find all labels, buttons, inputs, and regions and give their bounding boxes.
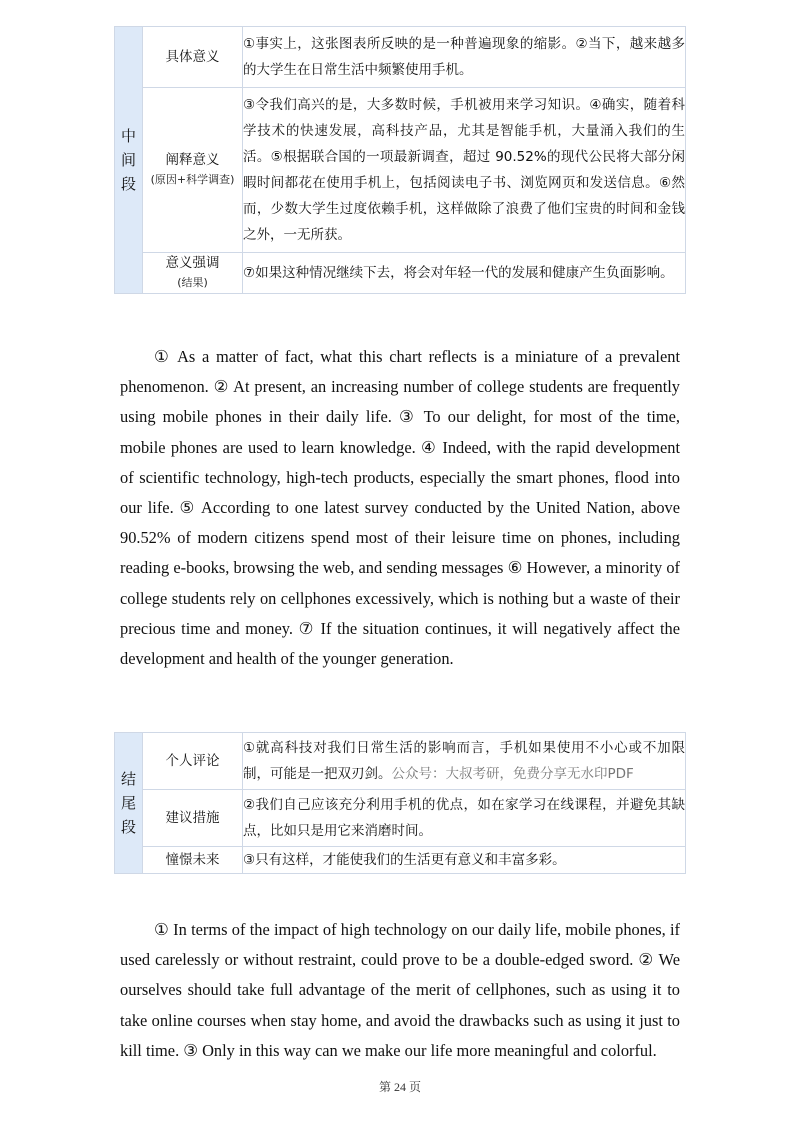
row-label-text: 憧憬未来 [165, 852, 220, 868]
row-label-personal-comment [143, 733, 243, 790]
section-label-ending [115, 733, 143, 874]
section-label-char: 段 [120, 818, 136, 836]
section-label-char: 尾 [120, 794, 136, 812]
ending-paragraph-english: ① In terms of the impact of high technology on our daily life, mobile phones, if used carelessly or without restraint, could prove to be a double-edged sword. ② We ourselves should take full advantage of the merit of cellphones, such as using it to take online courses when stay home, and avoid the drawbacks such as using it just to kill time. ③ Only in this way can we make our life more meaningful and colorful. [120, 920, 680, 1060]
row-content-future-outlook: ③只有这样，才能使我们的生活更有意义和丰富多彩。 [243, 847, 686, 874]
row-label-emphasis [143, 253, 243, 294]
row-label-future-outlook [143, 847, 243, 874]
section-label-char: 中 [120, 127, 136, 145]
row-sublabel-text: (原因+科学调查) [150, 173, 235, 186]
row-label-explanation [143, 88, 243, 253]
row-label-text: 具体意义 [165, 49, 220, 65]
table-row [115, 733, 686, 790]
row-content-emphasis: ⑦如果这种情况继续下去，将会对年轻一代的发展和健康产生负面影响。 [243, 253, 686, 294]
row-content-explanation: ③令我们高兴的是，大多数时候，手机被用来学习知识。④确实，随着科学技术的快速发展，高科技产品，尤其是智能手机，大量涌入我们的生活。⑤根据联合国的一项最新调查，超过 90.52%的现代公民将大部分闲暇时间都花在使用手机上，包括阅读电子书、浏览网页和发送信息。⑥然而，少数大学生过度依赖手机，这样做除了浪费了他们宝贵的时间和金钱之外，一无所获。 [243, 88, 686, 253]
watermark-note: 公众号：大叔考研，免费分享无水印PDF [391, 766, 634, 782]
table-row [115, 790, 686, 847]
row-label-text: 建议措施 [165, 810, 220, 826]
row-content-suggestions: ②我们自己应该充分利用手机的优点，如在家学习在线课程，并避免其缺点，比如只是用它来消磨时间。 [243, 790, 686, 847]
section-label-char: 段 [120, 175, 136, 193]
middle-paragraph-english: ① As a matter of fact, what this chart reflects is a miniature of a prevalent phenomenon. ② At present, an increasing number of college students are frequently using mobile phones in their daily life. ③ To our delight, for most of the time, mobile phones are used to learn knowledge. ④ Indeed, with the rapid development of scientific technology, high-tech products, especially the smart phones, flood into our life. ⑤ According to one latest survey conducted by the United Nation, above 90.52% of modern citizens spend most of their leisure time on phones, including reading e-books, browsing the web, and sending messages ⑥ However, a minority of college students rely on cellphones excessively, which is nothing but a waste of their precious time and money. ⑦ If the situation continues, it will negatively affect the development and health of the younger generation. [120, 347, 680, 669]
section-label-char: 结 [120, 770, 136, 788]
middle-section-outline-table [114, 26, 686, 294]
table-row [115, 27, 686, 88]
row-label-text: 个人评论 [165, 753, 220, 769]
table-row [115, 253, 686, 294]
row-label-concrete-meaning [143, 27, 243, 88]
row-content-concrete-meaning: ①事实上，这张图表所反映的是一种普遍现象的缩影。②当下，越来越多的大学生在日常生活中频繁使用手机。 [243, 27, 686, 88]
ending-section-outline-table [114, 732, 686, 874]
table-row [115, 847, 686, 874]
row-sublabel-text: (结果) [177, 276, 208, 289]
section-label-middle [115, 27, 143, 294]
row-label-suggestions [143, 790, 243, 847]
row-label-text: 意义强调 [165, 255, 220, 271]
table-row [115, 88, 686, 253]
row-label-text: 阐释意义 [165, 152, 220, 168]
page-number-footer: 第 24 页 [378, 1080, 421, 1094]
row-content-text: ①就高科技对我们日常生活的影响而言，手机如果使用不小心或不加限制，可能是一把双刃剑。 [243, 740, 685, 782]
section-label-char: 间 [120, 151, 136, 169]
row-content-personal-comment [243, 733, 686, 790]
